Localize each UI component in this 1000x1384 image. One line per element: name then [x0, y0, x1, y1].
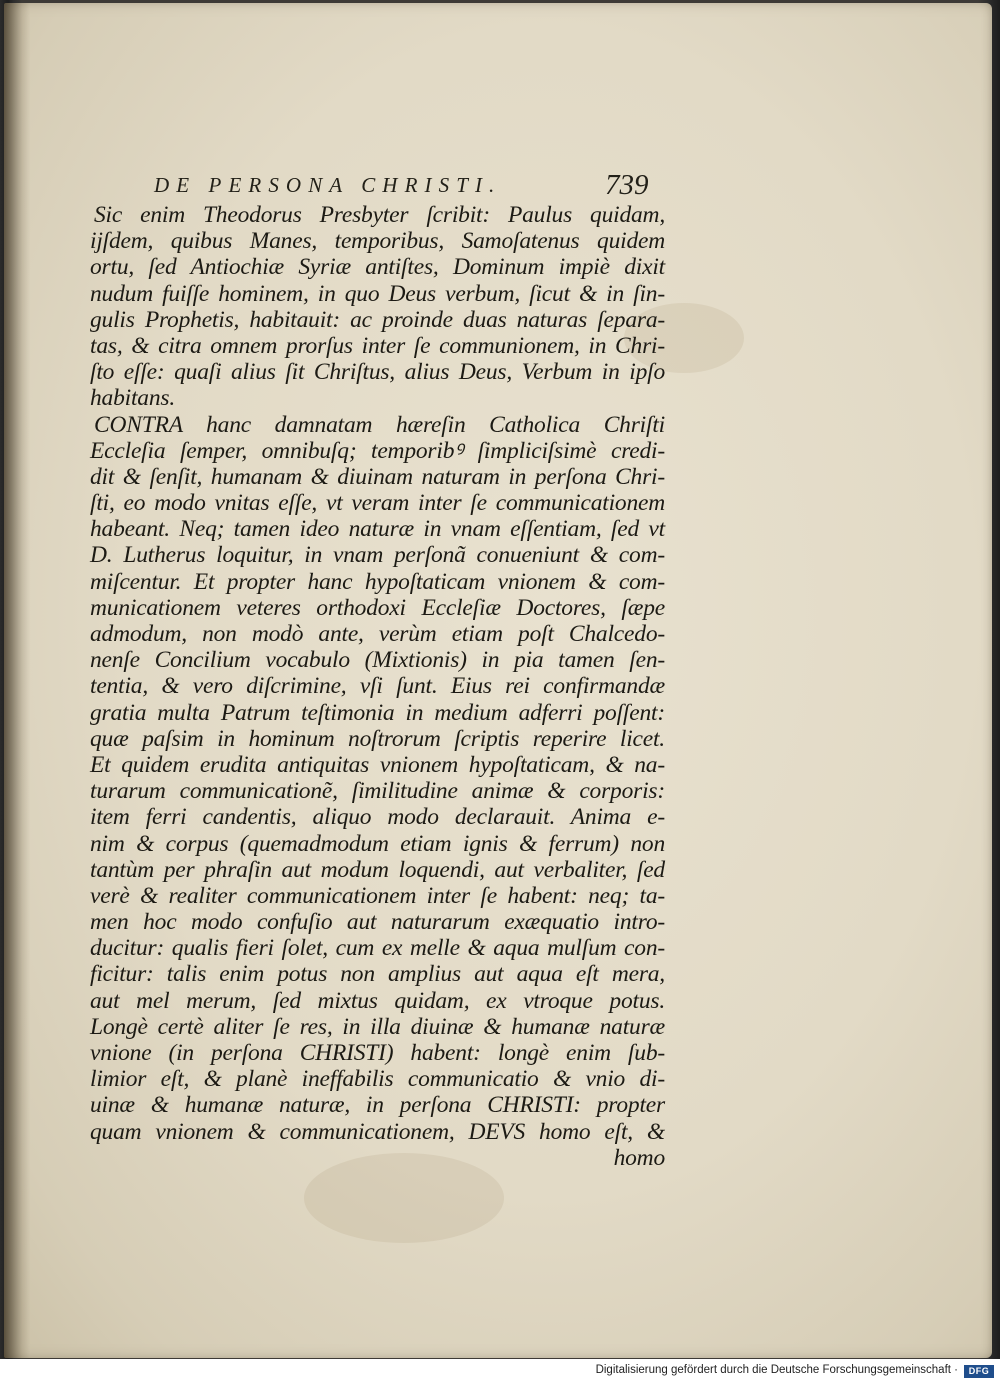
text-line: gulis Prophetis, habitauit: ac proinde duas naturas ſepara-	[90, 306, 665, 333]
text-line: D. Lutherus loquitur, in vnam perſonã conueniunt & com-	[90, 542, 665, 569]
catchword: homo	[613, 1144, 665, 1171]
text-line: ſti, eo modo vnitas eſſe, vt veram inter ſe communicationem	[90, 490, 665, 517]
text-line: habitans.	[90, 385, 176, 412]
text-line: nim & corpus (quemadmodum etiam ignis & ferrum) non	[90, 830, 665, 857]
page-gutter-shadow	[4, 3, 30, 1358]
text-line: verè & realiter communicationem inter ſe habent: neq; ta-	[90, 882, 665, 909]
body-text	[90, 202, 665, 1171]
text-line: uinæ & humanæ naturæ, in perſona CHRISTI: propter	[90, 1092, 665, 1119]
text-line: item ferri candentis, aliquo modo declarauit. Anima e-	[90, 804, 665, 831]
text-line: Eccleſia ſemper, omnibuſq; temporibꝰ ſimpliciſsimè credi-	[90, 437, 665, 464]
text-line: turarum communicationẽ, ſimilitudine animæ & corporis:	[90, 778, 665, 805]
text-line: habeant. Neq; tamen ideo naturæ in vnam eſſentiam, ſed vt	[90, 516, 665, 543]
text-line: vnione (in perſona CHRISTI) habent: longè enim ſub-	[90, 1040, 665, 1066]
text-line: nudum fuiſſe hominem, in quo Deus verbum, ſicut & in ſin-	[90, 280, 665, 307]
text-line: miſcentur. Et propter hanc hypoſtaticam vnionem & com-	[90, 568, 665, 595]
text-line: limior eſt, & planè ineffabilis communicatio & vnio di-	[90, 1066, 665, 1093]
page-number: 739	[605, 169, 649, 201]
text-line: quam vnionem & communicationem, DEVS homo eſt, &	[90, 1118, 665, 1145]
text-line: quæ paſsim in hominum noſtrorum ſcriptis reperire licet.	[90, 725, 665, 752]
text-line: Longè certè aliter ſe res, in illa diuinæ & humanæ naturæ	[90, 1013, 665, 1040]
text-line: ducitur: qualis fieri ſolet, cum ex melle & aqua mulſum con-	[90, 935, 665, 962]
dfg-logo-icon: DFG	[964, 1365, 994, 1378]
funding-credit: Digitalisierung gefördert durch die Deutsche Forschungsgemeinschaft ·	[595, 1364, 958, 1376]
book-page	[4, 3, 992, 1358]
text-line: nenſe Concilium vocabulo (Mixtionis) in pia tamen ſen-	[90, 647, 665, 674]
digitization-footer	[0, 1359, 1000, 1384]
text-line: ficitur: talis enim potus non amplius aut aqua eſt mera,	[90, 961, 665, 988]
text-line: dit & ſenſit, humanam & diuinam naturam in perſona Chri-	[90, 463, 665, 490]
text-line: aut mel merum, ſed mixtus quidam, ex vtroque potus.	[90, 987, 665, 1014]
text-line: ſto eſſe: quaſi alius ſit Chriſtus, alius Deus, Verbum in ipſo	[90, 359, 665, 386]
text-line: tentia, & vero diſcrimine, vſi ſunt. Eius rei confirmandæ	[90, 673, 665, 700]
text-line: tas, & citra omnem prorſus inter ſe communionem, in Chri-	[90, 332, 665, 359]
text-line: admodum, non modò ante, verùm etiam poſt Chalcedo-	[90, 621, 665, 647]
text-line: men hoc modo confuſio aut naturarum exæquatio intro-	[90, 909, 665, 936]
running-head	[154, 171, 674, 205]
text-line: CONTRA hanc damnatam hæreſin Catholica Chriſti	[94, 411, 665, 438]
text-line: ortu, ſed Antiochiæ Syriæ antiſtes, Dominum impiè dixit	[90, 254, 665, 281]
text-line: ijſdem, quibus Manes, temporibus, Samoſatenus quidem	[90, 228, 665, 255]
text-line: Sic enim Theodorus Presbyter ſcribit: Paulus quidam,	[94, 202, 665, 228]
text-line: gratia multa Patrum teſtimonia in medium adferri poſſent:	[90, 699, 665, 726]
text-line: municationem veteres orthodoxi Eccleſiæ Doctores, ſæpe	[90, 594, 665, 621]
text-line: tantùm per phraſin aut modum loquendi, aut verbaliter, ſed	[90, 856, 665, 883]
running-head-title: DE PERSONA CHRISTI.	[154, 173, 502, 197]
text-line: Et quidem erudita antiquitas vnionem hypoſtaticam, & na-	[90, 751, 665, 778]
